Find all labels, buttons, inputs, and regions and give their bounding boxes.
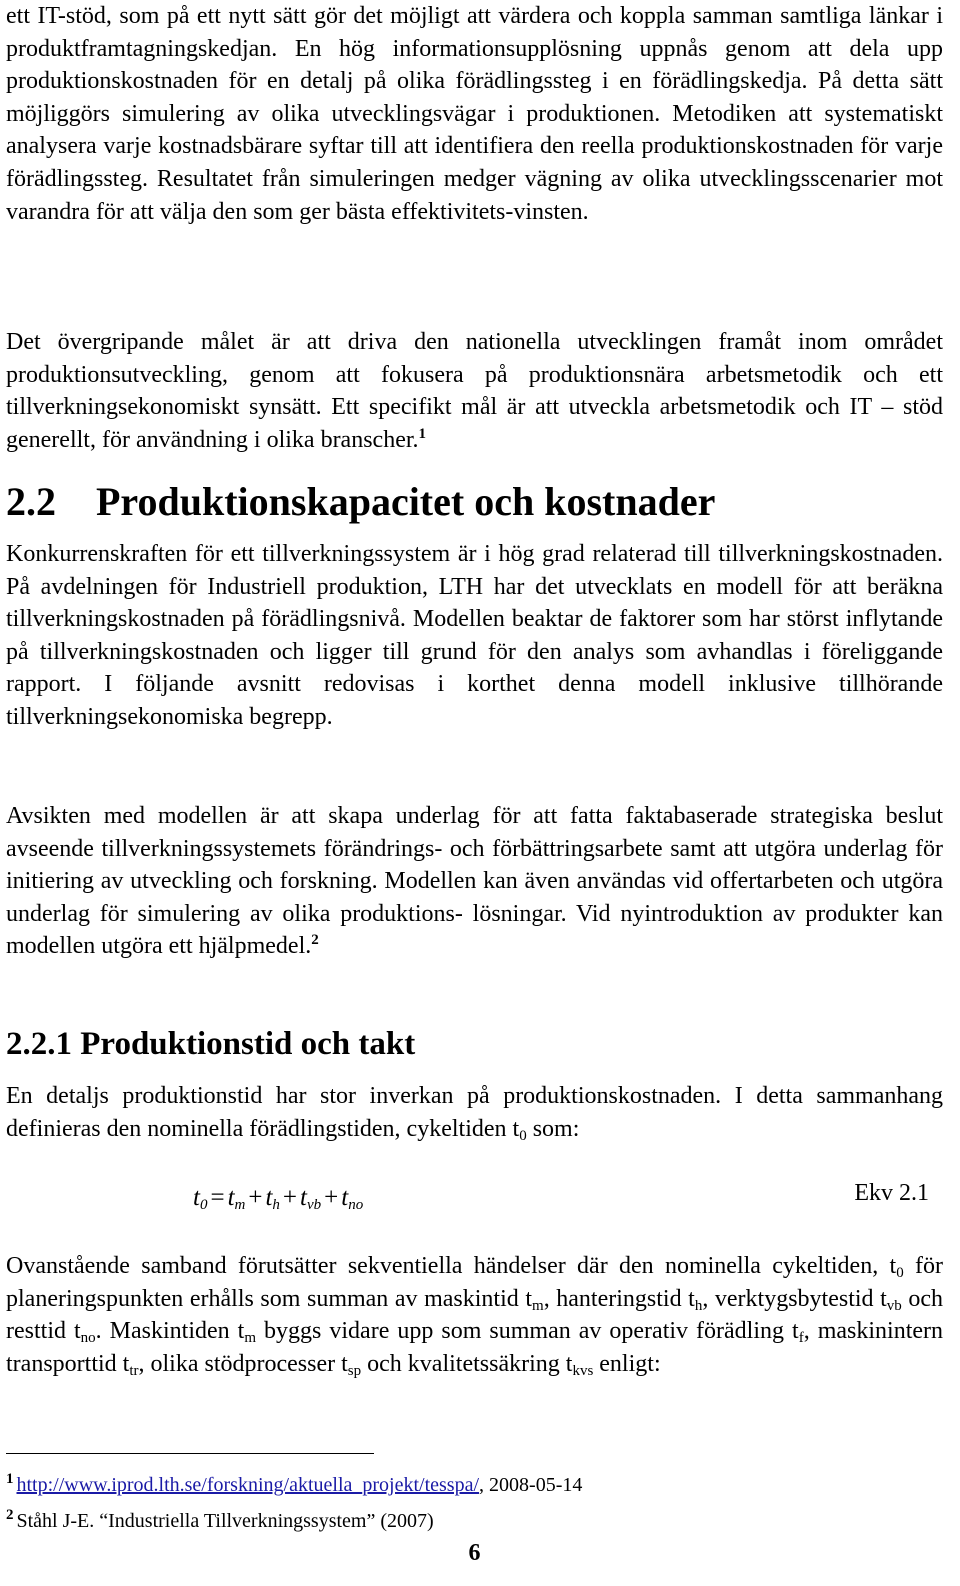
paragraph-text-segment: och kvalitetssäkring t [361, 1350, 573, 1377]
section-heading [6, 478, 715, 526]
subscript: h [694, 1297, 703, 1314]
footnote-link[interactable]: http://www.iprod.lth.se/forskning/aktuella_projekt/tesspa/ [16, 1474, 480, 1496]
footnote-ref-2[interactable]: 2 [311, 932, 319, 949]
equation-2-1 [6, 1180, 943, 1220]
paragraph-text-segment: , maskinintern transporttid t [6, 1318, 944, 1377]
subscript: sp [347, 1362, 362, 1379]
paragraph-goal-text: Det övergripande målet är att driva den nationella utvecklingen framåt inom området produktionsutveckling, genom att fokusera på produktionsnära arbetsmetodik och ett tillverkningsekonomiskt synsätt. Ett specifikt mål är att utveckla arbetsmetodik och IT – stöd generellt, för användning i olika branscher. [6, 329, 943, 453]
equation-term: $t_m$ [227, 1184, 246, 1213]
paragraph-text-segment: Ovanstående samband förutsätter sekventiella händelser där den nominella cykeltiden, t [6, 1253, 897, 1279]
section-title: Produktionskapacitet och kostnader [96, 479, 716, 524]
subscript: 0 [519, 1127, 527, 1144]
footnote-1 [6, 1464, 582, 1500]
paragraph-competitiveness [6, 538, 943, 734]
footnote-text: Ståhl J-E. “Industriella Tillverkningssystem” (2007) [16, 1510, 434, 1532]
paragraph-cycletime-tail: som: [526, 1115, 580, 1142]
footnote-mark: 2 [6, 1507, 14, 1523]
paragraph-intro-text: ett IT-stöd, som på ett nytt sätt gör det möjligt att värdera och koppla samman samtliga länkar i produktframtagningskedjan. En hög informationsupplösning uppnås genom att dela upp produktionskostnaden för en detalj på olika förädlingssteg i en förädlingskedja. På detta sätt möjliggörs simulering av olika utvecklingsvägar i produktionen. Metodiken att systematiskt analysera varje kostnadsbärare syftar till att identifiera den reella produktionskostnaden för varje förädlingssteg. Resultatet från simuleringen medger vägning av olika utvecklingsscenarier mot varandra för att välja den som ger bästa effektivitets-vinsten. [6, 3, 943, 225]
subsection-heading: 2.2.1 Produktionstid och takt [6, 1026, 416, 1062]
subscript: vb [886, 1297, 902, 1314]
footnote-divider [6, 1453, 374, 1454]
paragraph-text-segment: byggs vidare upp som summan av operativ förädling t [256, 1318, 799, 1345]
paragraph-text-segment: enligt: [593, 1350, 661, 1377]
equation-term: $t_{no}$ [341, 1184, 364, 1213]
paragraph-text-segment: , olika stödprocesser t [138, 1350, 348, 1377]
paragraph-purpose-text: Avsikten med modellen är att skapa underlag för att fatta faktabaserade strategiska beslut avseende tillverkningssystemets förändrings- och förbättringsarbete samt att utgöra underlag för initiering av utveckling och forskning. Modellen kan även användas vid offertarbeten och utgöra underlag för simulering av olika produktions- lösningar. Vid nyintroduktion av produkter kan modellen utgöra ett hjälpmedel. [6, 803, 943, 960]
equation-subscript: vb [306, 1197, 322, 1213]
paragraph-cycletime-text: En detaljs produktionstid har stor inverkan på produktionskostnaden. I detta sammanhang definieras den nominella förädlingstiden, cykeltiden t [6, 1083, 943, 1142]
equation-operator: = [210, 1184, 225, 1211]
subscript: m [244, 1330, 257, 1347]
equation-subscript: m [234, 1197, 246, 1213]
page-number: 6 [468, 1540, 481, 1566]
paragraph-text-segment: , hanteringstid t [543, 1285, 695, 1312]
subscript: kvs [572, 1362, 594, 1379]
paragraph-purpose [6, 800, 943, 963]
subscript: tr [129, 1362, 139, 1379]
equation-formula [193, 1184, 363, 1212]
paragraph-intro [6, 0, 943, 228]
paragraph-text-segment: för planeringspunkten erhålls som summan av maskintid t [6, 1253, 944, 1312]
paragraph-cycletime [6, 1080, 943, 1145]
equation-operator: + [248, 1184, 263, 1211]
equation-label: Ekv 2.1 [854, 1180, 929, 1206]
equation-term: $t_0$ [193, 1184, 208, 1213]
subscript: no [80, 1330, 96, 1347]
equation-operator: + [282, 1184, 298, 1211]
section-number: 2.2 [6, 479, 56, 524]
equation-term: $t_{vb}$ [300, 1184, 322, 1213]
paragraph-text-segment: och resttid t [6, 1285, 944, 1345]
equation-subscript: no [348, 1197, 364, 1213]
footnote-date: , 2008-05-14 [479, 1474, 583, 1496]
paragraph-goal [6, 326, 943, 456]
equation-term: $t_h$ [265, 1184, 280, 1213]
paragraph-competitiveness-text: Konkurrenskraften för ett tillverkningssystem är i hög grad relaterad till tillverkningskostnaden. På avdelningen för Industriell produktion, LTH har det utvecklats en modell för att beräkna tillverkningskostnaden på förädlingsnivå. Modellen beaktar de faktorer som har störst inflytande på tillverkningskostnaden och ligger till grund för den analys som avhandlas i föreliggande rapport. I följande avsnitt redovisas i korthet denna modell inklusive tillhörande tillverkningsekonomiska begrepp. [6, 541, 943, 730]
footnote-2 [6, 1500, 582, 1536]
subscript: 0 [896, 1265, 904, 1281]
footnotes [6, 1464, 582, 1536]
subscript: f [798, 1330, 804, 1347]
footnote-mark: 1 [6, 1471, 14, 1487]
footnote-ref-1[interactable]: 1 [418, 425, 427, 442]
equation-subscript: 0 [199, 1197, 208, 1213]
equation-subscript: h [272, 1197, 280, 1213]
paragraph-machinetime [6, 1250, 943, 1380]
subscript: m [532, 1297, 544, 1314]
paragraph-text-segment: . Maskintiden t [95, 1318, 245, 1345]
paragraph-text-segment: , verktygsbytestid t [702, 1285, 887, 1312]
equation-operator: + [324, 1184, 339, 1211]
